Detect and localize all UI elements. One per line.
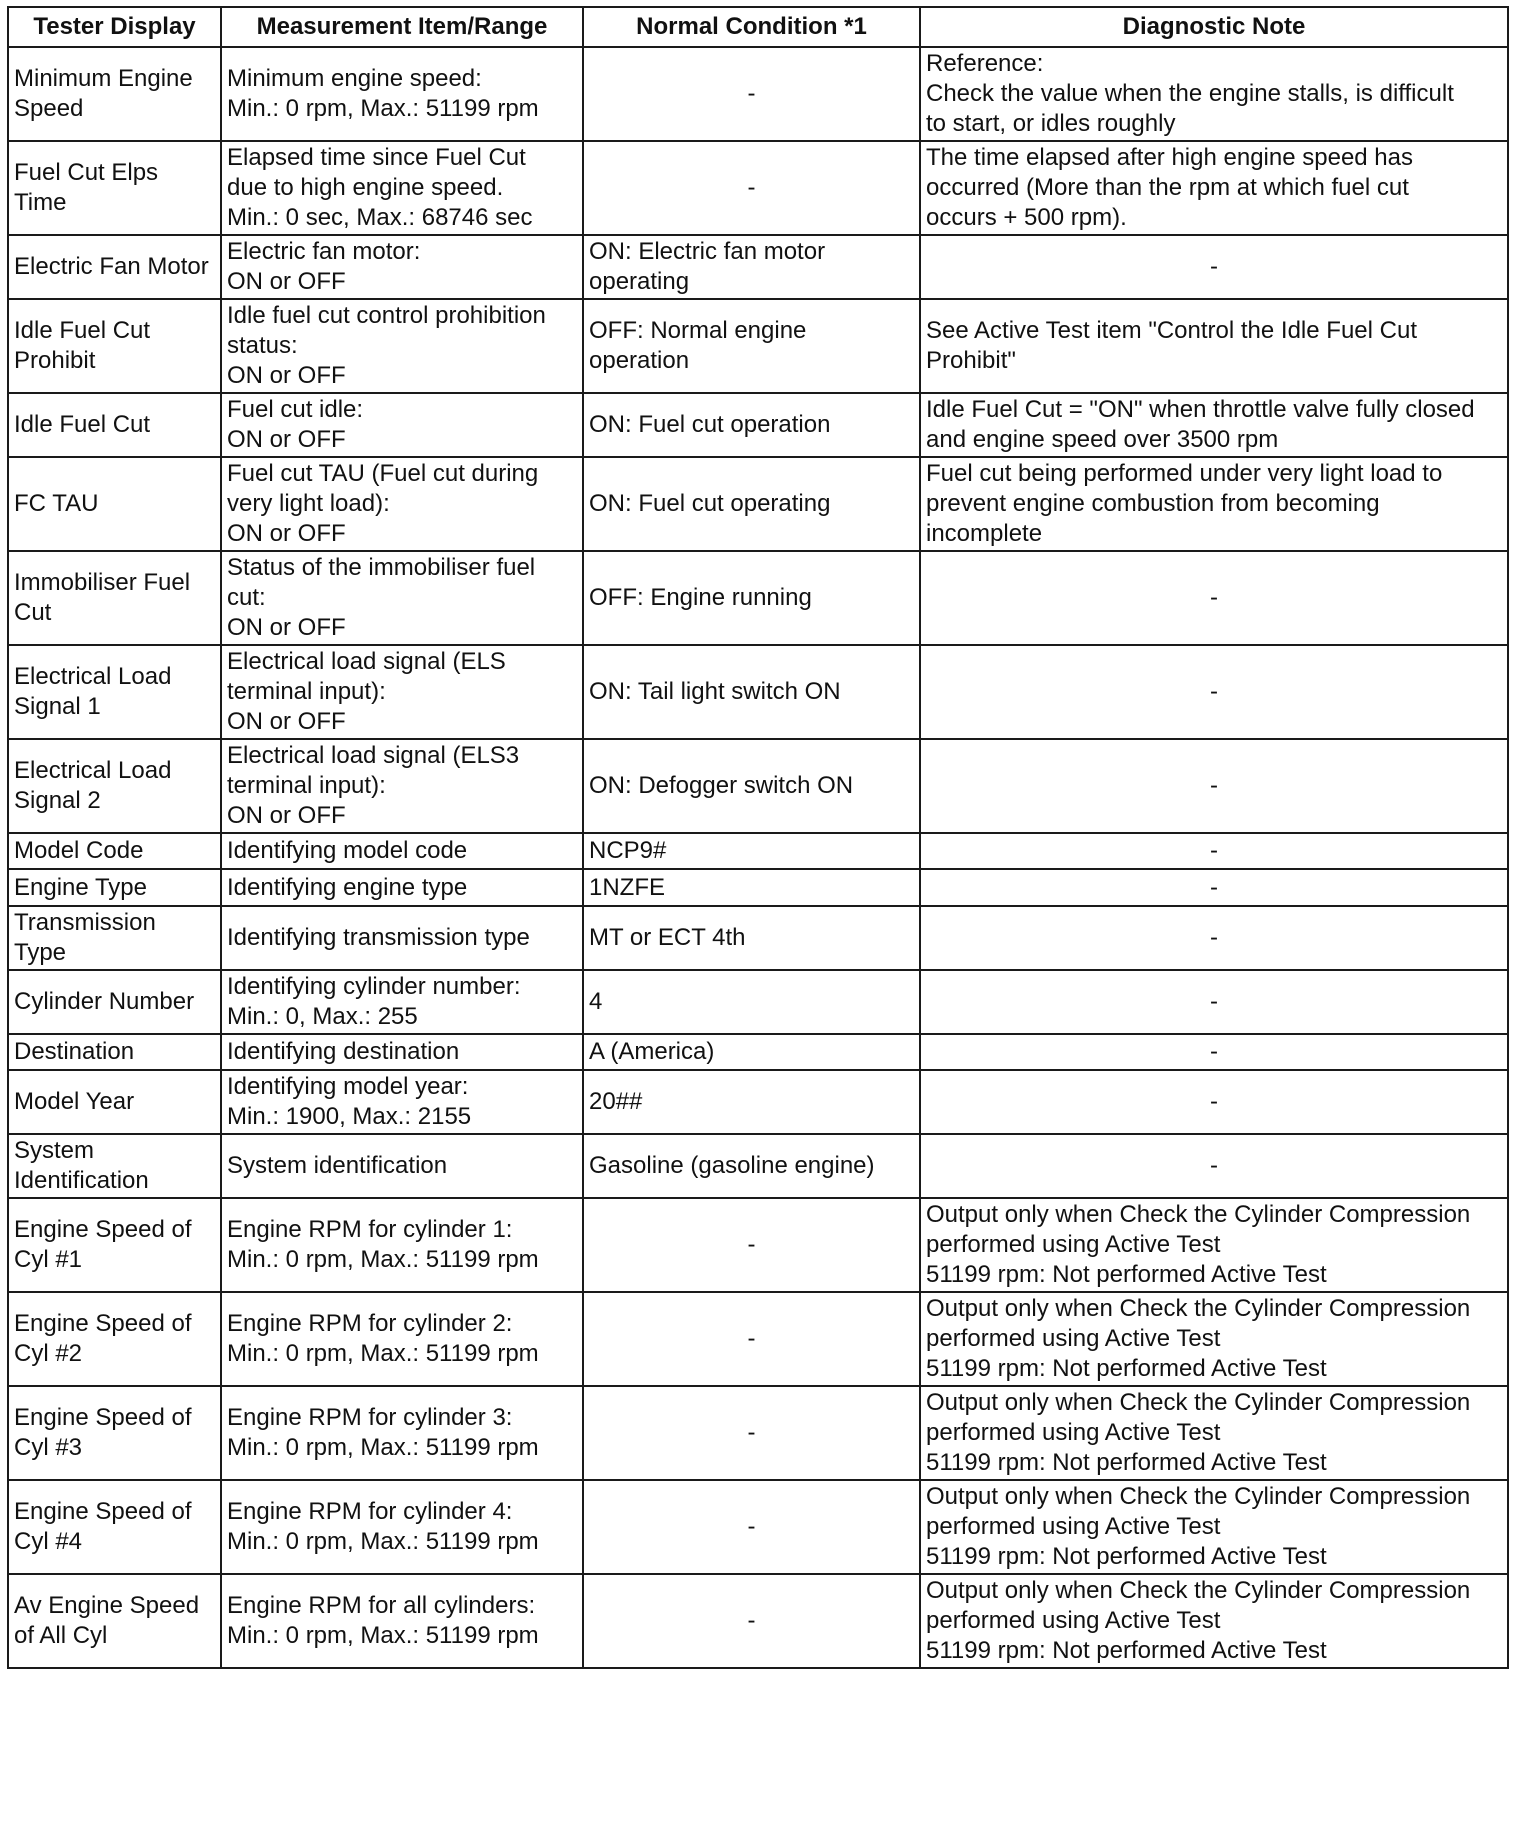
cell-diagnostic-note: -: [920, 1034, 1508, 1070]
cell-measurement-item: Engine RPM for cylinder 4: Min.: 0 rpm, Max.: 51199 rpm: [221, 1480, 583, 1574]
cell-diagnostic-note: Output only when Check the Cylinder Compression performed using Active Test 51199 rpm: Not performed Active Test: [920, 1480, 1508, 1574]
cell-normal-condition: -: [583, 1292, 920, 1386]
cell-measurement-item: Fuel cut idle: ON or OFF: [221, 393, 583, 457]
header-row: [8, 7, 1508, 47]
table-row: [8, 1070, 1508, 1134]
table-row: [8, 1134, 1508, 1198]
data-list-table: [7, 6, 1509, 1669]
header-normal-condition: Normal Condition *1: [583, 7, 920, 47]
cell-diagnostic-note: -: [920, 1134, 1508, 1198]
cell-diagnostic-note: Output only when Check the Cylinder Compression performed using Active Test 51199 rpm: Not performed Active Test: [920, 1574, 1508, 1668]
cell-tester-display: System Identification: [8, 1134, 221, 1198]
cell-measurement-item: Engine RPM for cylinder 3: Min.: 0 rpm, Max.: 51199 rpm: [221, 1386, 583, 1480]
table-body: [8, 47, 1508, 1668]
cell-diagnostic-note: -: [920, 970, 1508, 1034]
cell-normal-condition: ON: Defogger switch ON: [583, 739, 920, 833]
cell-tester-display: Electrical Load Signal 2: [8, 739, 221, 833]
cell-normal-condition: MT or ECT 4th: [583, 906, 920, 970]
cell-diagnostic-note: -: [920, 906, 1508, 970]
table-row: [8, 970, 1508, 1034]
cell-diagnostic-note: -: [920, 869, 1508, 906]
cell-diagnostic-note: Reference: Check the value when the engine stalls, is difficult to start, or idles roughly: [920, 47, 1508, 141]
cell-normal-condition: 1NZFE: [583, 869, 920, 906]
cell-tester-display: Electric Fan Motor: [8, 235, 221, 299]
cell-diagnostic-note: Idle Fuel Cut = "ON" when throttle valve fully closed and engine speed over 3500 rpm: [920, 393, 1508, 457]
table-row: [8, 906, 1508, 970]
table-row: [8, 1574, 1508, 1668]
cell-diagnostic-note: -: [920, 1070, 1508, 1134]
cell-measurement-item: Identifying engine type: [221, 869, 583, 906]
cell-measurement-item: Status of the immobiliser fuel cut: ON or OFF: [221, 551, 583, 645]
cell-measurement-item: Identifying model code: [221, 833, 583, 869]
cell-tester-display: Idle Fuel Cut Prohibit: [8, 299, 221, 393]
cell-normal-condition: 20##: [583, 1070, 920, 1134]
header-diagnostic-note: Diagnostic Note: [920, 7, 1508, 47]
cell-measurement-item: Engine RPM for all cylinders: Min.: 0 rpm, Max.: 51199 rpm: [221, 1574, 583, 1668]
cell-tester-display: Minimum Engine Speed: [8, 47, 221, 141]
cell-diagnostic-note: -: [920, 551, 1508, 645]
cell-measurement-item: Minimum engine speed: Min.: 0 rpm, Max.: 51199 rpm: [221, 47, 583, 141]
cell-normal-condition: OFF: Normal engine operation: [583, 299, 920, 393]
cell-normal-condition: -: [583, 1480, 920, 1574]
table-row: [8, 869, 1508, 906]
cell-diagnostic-note: -: [920, 235, 1508, 299]
cell-normal-condition: ON: Tail light switch ON: [583, 645, 920, 739]
cell-tester-display: Destination: [8, 1034, 221, 1070]
cell-measurement-item: Fuel cut TAU (Fuel cut during very light load): ON or OFF: [221, 457, 583, 551]
cell-normal-condition: OFF: Engine running: [583, 551, 920, 645]
header-measurement-item: Measurement Item/Range: [221, 7, 583, 47]
cell-tester-display: Engine Speed of Cyl #4: [8, 1480, 221, 1574]
cell-tester-display: Fuel Cut Elps Time: [8, 141, 221, 235]
cell-measurement-item: Identifying cylinder number: Min.: 0, Max.: 255: [221, 970, 583, 1034]
cell-measurement-item: Identifying destination: [221, 1034, 583, 1070]
cell-measurement-item: Identifying model year: Min.: 1900, Max.: 2155: [221, 1070, 583, 1134]
cell-diagnostic-note: -: [920, 739, 1508, 833]
cell-diagnostic-note: The time elapsed after high engine speed has occurred (More than the rpm at which fuel cut occurs + 500 rpm).: [920, 141, 1508, 235]
cell-normal-condition: 4: [583, 970, 920, 1034]
cell-diagnostic-note: Output only when Check the Cylinder Compression performed using Active Test 51199 rpm: Not performed Active Test: [920, 1292, 1508, 1386]
cell-tester-display: Transmission Type: [8, 906, 221, 970]
cell-tester-display: Idle Fuel Cut: [8, 393, 221, 457]
cell-measurement-item: Electrical load signal (ELS terminal input): ON or OFF: [221, 645, 583, 739]
table-row: [8, 833, 1508, 869]
table-row: [8, 235, 1508, 299]
cell-diagnostic-note: Fuel cut being performed under very light load to prevent engine combustion from becoming incomplete: [920, 457, 1508, 551]
table-row: [8, 1480, 1508, 1574]
cell-tester-display: FC TAU: [8, 457, 221, 551]
cell-diagnostic-note: See Active Test item "Control the Idle Fuel Cut Prohibit": [920, 299, 1508, 393]
cell-normal-condition: ON: Fuel cut operation: [583, 393, 920, 457]
table-row: [8, 457, 1508, 551]
cell-normal-condition: ON: Electric fan motor operating: [583, 235, 920, 299]
table-row: [8, 551, 1508, 645]
cell-tester-display: Cylinder Number: [8, 970, 221, 1034]
cell-measurement-item: Engine RPM for cylinder 2: Min.: 0 rpm, Max.: 51199 rpm: [221, 1292, 583, 1386]
cell-measurement-item: Idle fuel cut control prohibition status: ON or OFF: [221, 299, 583, 393]
cell-tester-display: Engine Type: [8, 869, 221, 906]
cell-measurement-item: Elapsed time since Fuel Cut due to high engine speed. Min.: 0 sec, Max.: 68746 sec: [221, 141, 583, 235]
cell-normal-condition: A (America): [583, 1034, 920, 1070]
table-row: [8, 1034, 1508, 1070]
cell-measurement-item: Electric fan motor: ON or OFF: [221, 235, 583, 299]
cell-measurement-item: Electrical load signal (ELS3 terminal input): ON or OFF: [221, 739, 583, 833]
cell-diagnostic-note: Output only when Check the Cylinder Compression performed using Active Test 51199 rpm: Not performed Active Test: [920, 1386, 1508, 1480]
cell-tester-display: Model Year: [8, 1070, 221, 1134]
cell-normal-condition: -: [583, 1386, 920, 1480]
cell-normal-condition: -: [583, 1574, 920, 1668]
cell-normal-condition: -: [583, 1198, 920, 1292]
cell-tester-display: Av Engine Speed of All Cyl: [8, 1574, 221, 1668]
cell-tester-display: Immobiliser Fuel Cut: [8, 551, 221, 645]
table-row: [8, 393, 1508, 457]
table-row: [8, 47, 1508, 141]
header-tester-display: Tester Display: [8, 7, 221, 47]
cell-tester-display: Engine Speed of Cyl #2: [8, 1292, 221, 1386]
table-row: [8, 141, 1508, 235]
cell-normal-condition: NCP9#: [583, 833, 920, 869]
cell-tester-display: Engine Speed of Cyl #3: [8, 1386, 221, 1480]
cell-diagnostic-note: Output only when Check the Cylinder Compression performed using Active Test 51199 rpm: Not performed Active Test: [920, 1198, 1508, 1292]
cell-normal-condition: -: [583, 141, 920, 235]
table-row: [8, 1198, 1508, 1292]
table-header: [8, 7, 1508, 47]
table-row: [8, 739, 1508, 833]
table-row: [8, 645, 1508, 739]
table-row: [8, 1292, 1508, 1386]
cell-normal-condition: Gasoline (gasoline engine): [583, 1134, 920, 1198]
table-row: [8, 299, 1508, 393]
cell-measurement-item: Engine RPM for cylinder 1: Min.: 0 rpm, Max.: 51199 rpm: [221, 1198, 583, 1292]
cell-diagnostic-note: -: [920, 645, 1508, 739]
cell-normal-condition: -: [583, 47, 920, 141]
cell-tester-display: Model Code: [8, 833, 221, 869]
cell-measurement-item: Identifying transmission type: [221, 906, 583, 970]
cell-measurement-item: System identification: [221, 1134, 583, 1198]
cell-diagnostic-note: -: [920, 833, 1508, 869]
table-row: [8, 1386, 1508, 1480]
cell-tester-display: Electrical Load Signal 1: [8, 645, 221, 739]
cell-normal-condition: ON: Fuel cut operating: [583, 457, 920, 551]
cell-tester-display: Engine Speed of Cyl #1: [8, 1198, 221, 1292]
